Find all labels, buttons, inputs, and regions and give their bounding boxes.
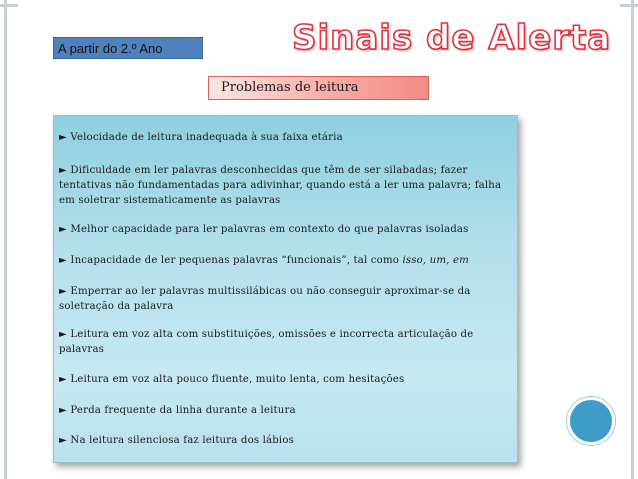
bullet-icon: ► [59, 329, 67, 340]
list-item-text: Leitura em voz alta pouco fluente, muito lenta, com hesitações [70, 374, 405, 385]
bullet-icon: ► [59, 224, 67, 235]
list-item-text: Emperrar ao ler palavras multissilábicas ou não conseguir aproximar-se da soletração da palavra [59, 286, 471, 312]
frame-line-right [631, 0, 634, 479]
bullet-icon: ► [59, 405, 67, 416]
decorative-circle [567, 397, 615, 445]
bullet-icon: ► [59, 255, 67, 266]
frame-corner-top-right [620, 4, 638, 7]
list-item [59, 222, 514, 237]
list-item-text: Leitura em voz alta com substituições, omissões e incorrecta articulação de palavras [59, 329, 474, 355]
bullet-icon: ► [59, 374, 67, 385]
list-item [59, 327, 514, 357]
frame-corner-top-left [0, 4, 18, 7]
list-item [59, 253, 514, 268]
list-item-examples: isso, um, em [402, 255, 469, 266]
list-item [59, 372, 514, 387]
frame-line-left [4, 0, 7, 479]
list-item [59, 163, 514, 208]
list-item [59, 433, 514, 448]
list-item-text: Perda frequente da linha durante a leitura [70, 405, 296, 416]
bullet-icon: ► [59, 435, 67, 446]
warning-signs-box [53, 115, 518, 463]
list-item [59, 403, 514, 418]
list-item-text: Melhor capacidade para ler palavras em contexto do que palavras isoladas [70, 224, 469, 235]
list-item-text: Incapacidade de ler pequenas palavras “funcionais”, tal como [70, 255, 403, 266]
bullet-icon: ► [59, 165, 67, 176]
subtitle-banner: Problemas de leitura [208, 76, 429, 100]
list-item-text: Dificuldade em ler palavras desconhecidas que têm de ser silabadas; fazer tentativas não fundamentadas para adivinhar, quando está a ler uma palavra; falha em soletrar sistematicamente as palavras [59, 165, 502, 206]
list-item [59, 284, 514, 314]
list-item-text: Na leitura silenciosa faz leitura dos lábios [70, 435, 294, 446]
bullet-icon: ► [59, 286, 67, 297]
grade-badge: A partir do 2.º Ano [53, 37, 203, 59]
list-item-text: Velocidade de leitura inadequada à sua faixa etária [70, 132, 343, 143]
bullet-icon: ► [59, 132, 67, 143]
list-item [59, 130, 514, 145]
slide-title: Sinais de Alerta [292, 18, 612, 58]
